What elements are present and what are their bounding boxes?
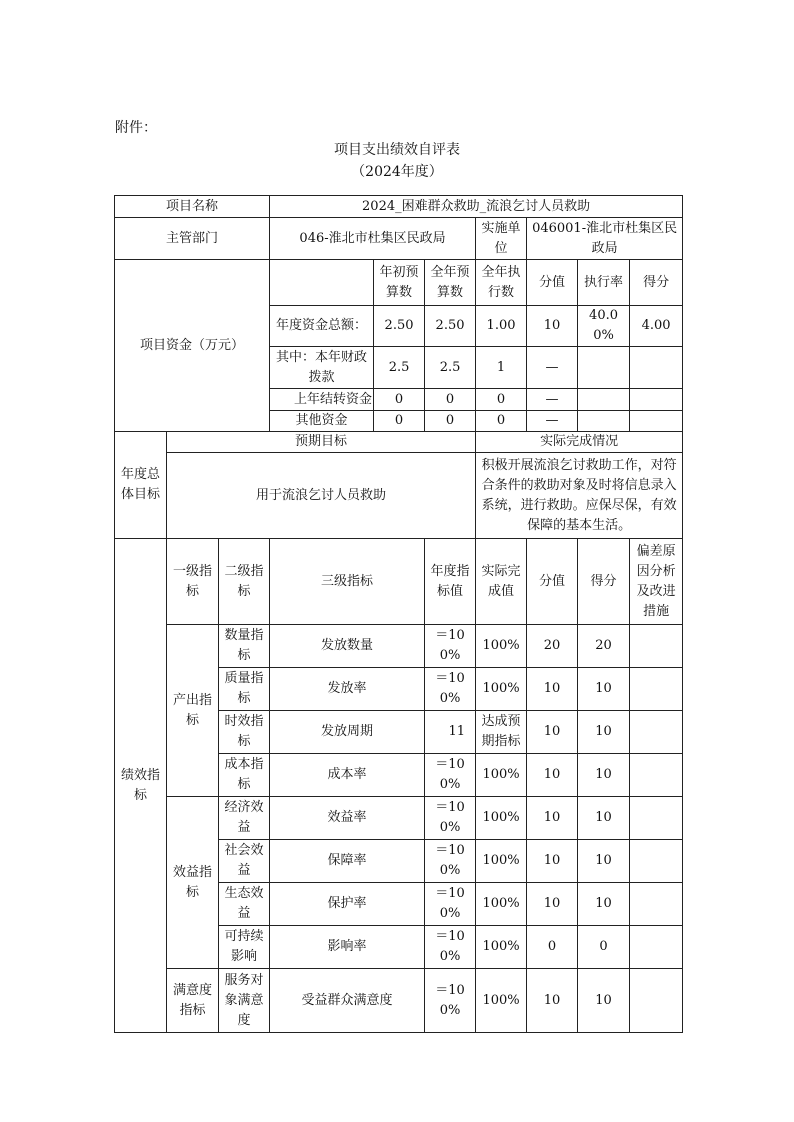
perf-l2: 生态效益 [219,883,270,926]
perf-actual: 100% [476,926,527,969]
funds-header: 得分 [630,260,683,306]
attachment-label: 附件： [115,120,157,136]
perf-score: 10 [578,840,630,883]
perf-l3: 效益率 [270,797,425,840]
perf-target: ＝100% [425,797,476,840]
perf-target: ＝100% [425,926,476,969]
perf-header: 年度指标值 [425,539,476,625]
perf-weight: 10 [527,711,578,754]
funds-cell: 2.50 [425,306,476,347]
perf-score: 20 [578,625,630,668]
perf-score: 10 [578,668,630,711]
page-subtitle: （2024年度） [351,164,443,180]
perf-group-name: 产出指标 [167,625,219,797]
funds-header: 全年执行数 [476,260,527,306]
perf-header: 三级指标 [270,539,425,625]
funds-cell: 0 [425,389,476,411]
perf-actual: 100% [476,797,527,840]
perf-target: ＝100% [425,840,476,883]
perf-l3: 发放率 [270,668,425,711]
perf-header: 得分 [578,539,630,625]
funds-cell: 0 [476,389,527,411]
perf-l2: 成本指标 [219,754,270,797]
funds-cell [630,411,683,432]
perf-actual: 100% [476,668,527,711]
perf-header: 分值 [527,539,578,625]
funds-cell [578,411,630,432]
perf-target: ＝100% [425,969,476,1033]
perf-l3: 发放周期 [270,711,425,754]
perf-l3: 保障率 [270,840,425,883]
dept-label: 主管部门 [115,218,270,260]
funds-row-name: 其中：本年财政拨款 [270,347,374,389]
funds-cell: 0 [425,411,476,432]
perf-note [630,711,683,754]
perf-l2: 时效指标 [219,711,270,754]
goal-expected-text: 用于流浪乞讨人员救助 [167,453,476,539]
perf-weight: 0 [527,926,578,969]
perf-weight: 10 [527,754,578,797]
perf-note [630,754,683,797]
perf-note [630,668,683,711]
funds-cell: 2.5 [425,347,476,389]
funds-cell: 1.00 [476,306,527,347]
perf-actual: 100% [476,883,527,926]
perf-actual: 达成预期指标 [476,711,527,754]
goal-expected-header: 预期目标 [167,432,476,453]
dept-value: 046-淮北市杜集区民政局 [270,218,476,260]
funds-cell: 0 [374,411,425,432]
perf-l3: 保护率 [270,883,425,926]
funds-header: 执行率 [578,260,630,306]
perf-target: ＝100% [425,668,476,711]
perf-note [630,625,683,668]
perf-weight: 10 [527,797,578,840]
perf-l2: 社会效益 [219,840,270,883]
funds-cell: 1 [476,347,527,389]
perf-group-name: 满意度指标 [167,969,219,1033]
perf-score: 0 [578,926,630,969]
perf-note [630,883,683,926]
perf-note [630,926,683,969]
perf-target: ＝100% [425,883,476,926]
funds-cell [630,389,683,411]
perf-weight: 20 [527,625,578,668]
funds-cell [578,347,630,389]
perf-header: 偏差原因分析及改进措施 [630,539,683,625]
funds-cell: 10 [527,306,578,347]
evaluation-table [114,195,683,1033]
impl-label: 实施单位 [476,218,527,260]
perf-l2: 数量指标 [219,625,270,668]
funds-cell: 4.00 [630,306,683,347]
funds-cell [578,389,630,411]
funds-cell: — [527,411,578,432]
perf-actual: 100% [476,969,527,1033]
goal-label: 年度总体目标 [115,432,167,539]
funds-cell: — [527,347,578,389]
perf-target: ＝100% [425,625,476,668]
perf-weight: 10 [527,668,578,711]
perf-actual: 100% [476,840,527,883]
funds-cell: 0 [374,389,425,411]
perf-header: 实际完成值 [476,539,527,625]
perf-score: 10 [578,754,630,797]
funds-cell: 0 [476,411,527,432]
perf-l2: 服务对象满意度 [219,969,270,1033]
funds-blank-header [270,260,374,306]
perf-l2: 可持续影响 [219,926,270,969]
funds-header: 全年预算数 [425,260,476,306]
perf-header: 二级指标 [219,539,270,625]
funds-row-name: 上年结转资金 [270,389,374,411]
perf-group-name: 效益指标 [167,797,219,969]
perf-l2: 质量指标 [219,668,270,711]
perf-weight: 10 [527,969,578,1033]
perf-target: ＝100% [425,754,476,797]
perf-l3: 影响率 [270,926,425,969]
goal-actual-header: 实际完成情况 [476,432,683,453]
perf-l3: 受益群众满意度 [270,969,425,1033]
perf-header: 一级指标 [167,539,219,625]
perf-weight: 10 [527,840,578,883]
perf-note [630,797,683,840]
goal-actual-text: 积极开展流浪乞讨救助工作，对符合条件的救助对象及时将信息录入系统，进行救助。应保尽保，有效保障的基本生活。 [476,453,683,539]
perf-actual: 100% [476,754,527,797]
perf-weight: 10 [527,883,578,926]
funds-row-name: 其他资金 [270,411,374,432]
project-name-value: 2024_困难群众救助_流浪乞讨人员救助 [270,196,683,218]
perf-label: 绩效指标 [115,539,167,1033]
perf-l3: 发放数量 [270,625,425,668]
funds-cell: 40.00% [578,306,630,347]
perf-score: 10 [578,797,630,840]
funds-cell: 2.50 [374,306,425,347]
page-title: 项目支出绩效自评表 [334,142,460,158]
perf-note [630,840,683,883]
funds-cell [630,347,683,389]
perf-l3: 成本率 [270,754,425,797]
perf-l2: 经济效益 [219,797,270,840]
perf-note [630,969,683,1033]
perf-actual: 100% [476,625,527,668]
funds-header: 分值 [527,260,578,306]
project-name-label: 项目名称 [115,196,270,218]
funds-label: 项目资金（万元） [115,260,270,432]
funds-header: 年初预算数 [374,260,425,306]
funds-cell: 2.5 [374,347,425,389]
perf-score: 10 [578,711,630,754]
perf-score: 10 [578,883,630,926]
funds-cell: — [527,389,578,411]
perf-target: 11 [425,711,476,754]
perf-score: 10 [578,969,630,1033]
funds-row-name: 年度资金总额： [270,306,374,347]
impl-value: 046001-淮北市杜集区民政局 [527,218,683,260]
